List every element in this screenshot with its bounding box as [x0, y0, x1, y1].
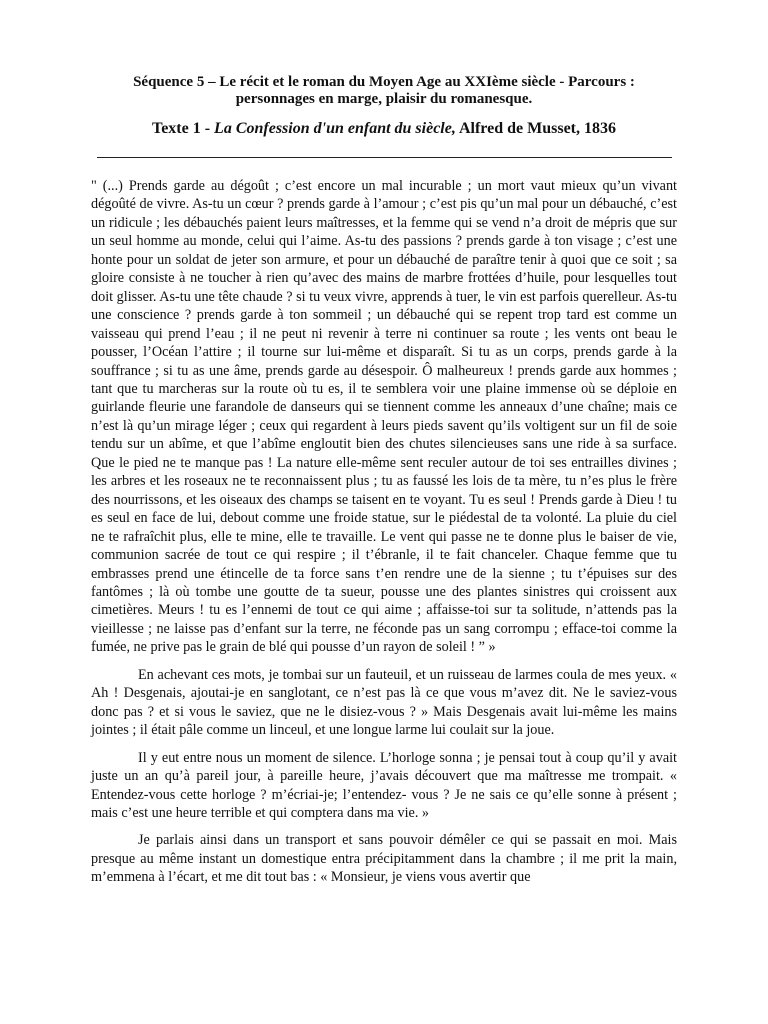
paragraph-4: Je parlais ainsi dans un transport et sans pouvoir démêler ce qui se passait en moi. Mais presque au même instant un domestique entra précipitamment dans la chambre ; il me prit la main, m’emmena à l’écart, et me dit tout bas : « Monsieur, je viens vous avertir que — [91, 832, 677, 886]
author-date: Alfred de Musset, 1836 — [455, 120, 616, 137]
text-title-prefix: Texte 1 - — [151, 120, 215, 137]
paragraph-2: En achevant ces mots, je tombai sur un fauteuil, et un ruisseau de larmes coula de mes yeux. « Ah ! Desgenais, ajoutai-je en sanglotant, ce n’est pas là ce que vous m’avez dit. Ne le saviez-vous donc pas ? et si vous le saviez, que ne le disiez-vous ? » Mais Desgenais avait lui-même les mains jointes ; il était pâle comme un linceul, et une longue larme lui coulait sur la joue. — [91, 666, 677, 739]
header-divider — [97, 157, 672, 158]
document-header — [90, 74, 678, 138]
sequence-title-line2: personnages en marge, plaisir du romanesque. — [235, 91, 533, 107]
text-title — [90, 120, 678, 138]
paragraph-1: " (...) Prends garde au dégoût ; c’est encore un mal incurable ; un mort vaut mieux qu’un vivant dégoûté de vivre. As-tu un cœur ? prends garde à l’amour ; c’est pis qu’un mal pour un débauché, c’est un ridicule ; les débauchés paient leurs maîtresses, et la femme qui se vend n’a droit de mépris que sur un seul homme au monde, celui qui l’aime. As-tu des passions ? prends garde à ton visage ; c’est une honte pour un soldat de jeter son armure, et pour un débauché de paraître tenir à quoi que ce soit ; sa gloire consiste à ne toucher à rien qu’avec des mains de marbre frottées d’huile, pour lesquelles tout doit glisser. As-tu une tête chaude ? si tu veux vivre, apprends à tuer, le vin est parfois querelleur. As-tu une conscience ? prends garde à ton sommeil ; un débauché qui se repent trop tard est comme un vaisseau qui prend l’eau ; il ne peut ni revenir à terre ni continuer sa route ; les vents ont beau le pousser, l’Océan l’attire ; il tourne sur lui-même et disparaît. Si tu as un corps, prends garde à la souffrance ; si tu as une âme, prends garde au désespoir. Ô malheureux ! prends garde aux hommes ; tant que tu marcheras sur la route où tu es, il te semblera voir une plaine immense où se déploie en guirlande fleurie une farandole de danseurs qui se tiennent comme les anneaux d’une chaîne; mais ce n’est là qu’un mirage léger ; ceux qui regardent à leurs pieds savent qu’ils voltigent sur un fil de soie tendu sur un abîme, et que l’abîme engloutit bien des chutes silencieuses sans une ride à sa surface. Que le pied ne te manque pas ! La nature elle-même sent reculer autour de toi ses entrailles divines ; les arbres et les roseaux ne te reconnaissent plus ; tu as faussé les lois de ta mère, tu n’es plus le frère des nourrissons, et les oiseaux des champs se taisent en te voyant. Tu es seul ! Prends garde à Dieu ! tu es seul en face de lui, debout comme une froide statue, sur le piédestal de ta volonté. La pluie du ciel ne te rafraîchit plus, elle te mine, elle te travaille. Le vent qui passe ne te donne plus le baiser de vie, communion sacrée de tout ce qui respire ; il t’ébranle, il te fait chanceler. Chaque femme que tu embrasses prend une étincelle de ta force sans t’en rendre une de la sienne ; tu t’épuises sur des fantômes ; là où tombe une goutte de ta sueur, pousse une des plantes sinistres qui croissent aux cimetières. Meurs ! tu es l’ennemi de tout ce qui aime ; affaisse-toi sur ta solitude, n’attends pas la vieillesse ; ne laisse pas d’enfant sur la terre, ne féconde pas un sang corrompu ; efface-toi comme la fumée, ne prive pas le grain de blé qui pousse d’un rayon de soleil ! ” » — [91, 178, 677, 656]
book-title: La Confession d'un enfant du siècle, — [214, 120, 456, 137]
paragraph-3: Il y eut entre nous un moment de silence. L’horloge sonna ; je pensai tout à coup qu’il y avait juste un an qu’à pareil jour, à pareille heure, j’avais découvert que ma maîtresse me trompait. « Entendez-vous cette horloge ? m’écriai-je; l’entendez- vous ? Je ne sais ce qu’elle sonne à présent ; mais c’est une heure terrible et qui comptera dans ma vie. » — [91, 749, 677, 821]
document-body — [91, 177, 677, 887]
sequence-title-line1: Séquence 5 – Le récit et le roman du Moyen Age au XXIème siècle - Parcours : — [133, 74, 635, 90]
